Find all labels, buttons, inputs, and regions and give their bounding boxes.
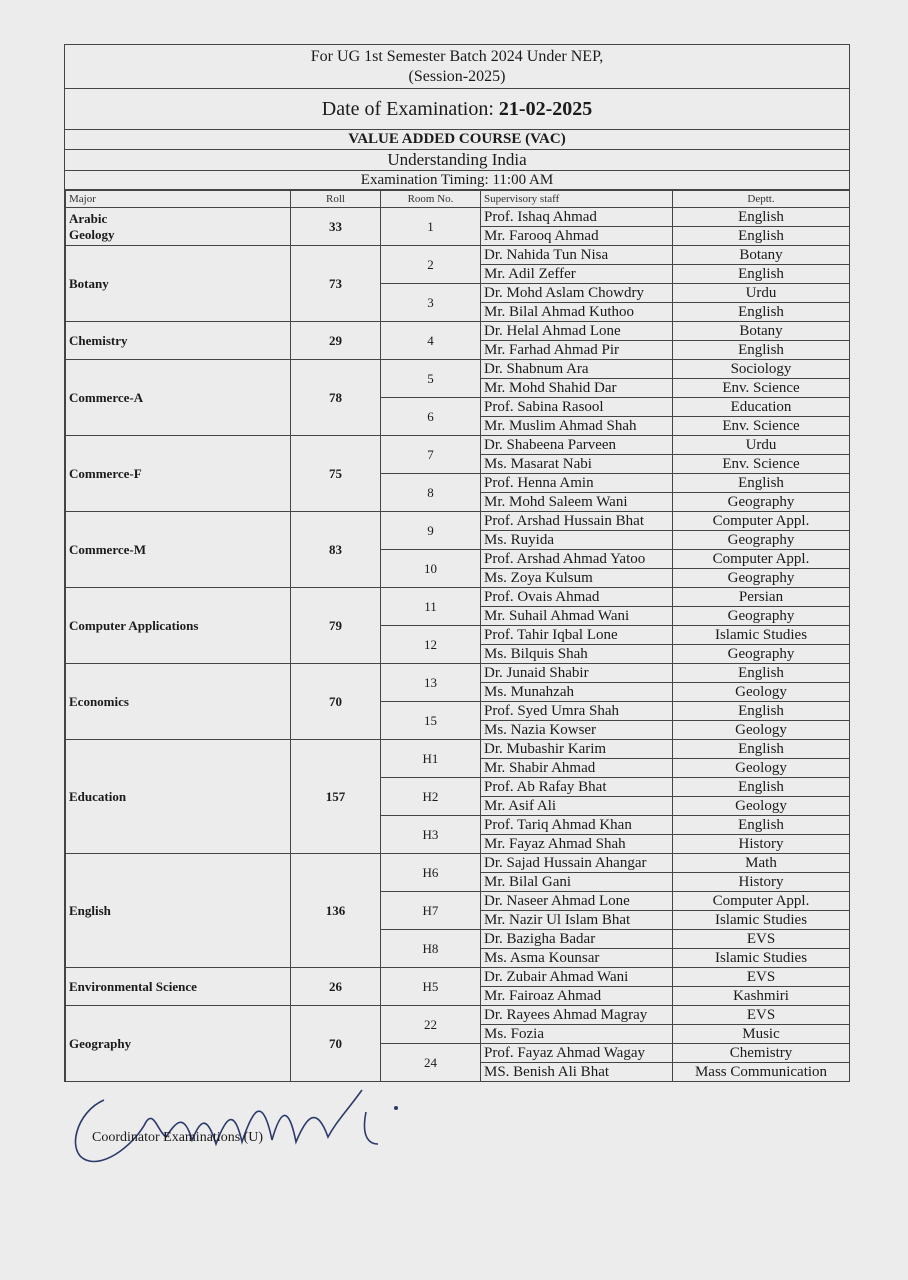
room-cell: 1 <box>381 208 481 246</box>
table-row <box>66 322 850 341</box>
major-cell: Commerce-F <box>66 436 291 512</box>
staff-name-cell: Mr. Bilal Ahmad Kuthoo <box>481 303 673 322</box>
dept-cell: Chemistry <box>673 1044 850 1063</box>
room-cell: H2 <box>381 778 481 816</box>
staff-name-cell: Ms. Nazia Kowser <box>481 721 673 740</box>
dept-cell: Computer Appl. <box>673 550 850 569</box>
dept-cell: EVS <box>673 1006 850 1025</box>
major-cell: Chemistry <box>66 322 291 360</box>
dept-cell: Geology <box>673 797 850 816</box>
exam-date <box>65 89 849 130</box>
staff-name-cell: Ms. Bilquis Shah <box>481 645 673 664</box>
room-cell: 5 <box>381 360 481 398</box>
room-cell: 3 <box>381 284 481 322</box>
dept-cell: Islamic Studies <box>673 626 850 645</box>
dept-cell: English <box>673 778 850 797</box>
col-room: Room No. <box>381 191 481 208</box>
room-cell: 2 <box>381 246 481 284</box>
staff-name-cell: Dr. Sajad Hussain Ahangar <box>481 854 673 873</box>
staff-name-cell: Prof. Henna Amin <box>481 474 673 493</box>
col-dept: Deptt. <box>673 191 850 208</box>
table-row <box>66 512 850 531</box>
course-title: VALUE ADDED COURSE (VAC) <box>65 130 849 150</box>
dept-cell: Computer Appl. <box>673 892 850 911</box>
room-cell: 4 <box>381 322 481 360</box>
table-row <box>66 436 850 455</box>
allocation-table <box>65 190 850 1082</box>
room-cell: 24 <box>381 1044 481 1082</box>
roll-cell: 73 <box>291 246 381 322</box>
roll-cell: 75 <box>291 436 381 512</box>
staff-name-cell: Dr. Mohd Aslam Chowdry <box>481 284 673 303</box>
staff-name-cell: Prof. Ovais Ahmad <box>481 588 673 607</box>
dept-cell: Geography <box>673 493 850 512</box>
batch-line: For UG 1st Semester Batch 2024 Under NEP, <box>310 48 604 65</box>
dept-cell: Islamic Studies <box>673 911 850 930</box>
room-cell: 22 <box>381 1006 481 1044</box>
room-cell: H8 <box>381 930 481 968</box>
exam-sheet <box>64 44 850 1082</box>
staff-name-cell: Ms. Masarat Nabi <box>481 455 673 474</box>
staff-name-cell: Dr. Naseer Ahmad Lone <box>481 892 673 911</box>
roll-cell: 70 <box>291 664 381 740</box>
room-cell: 9 <box>381 512 481 550</box>
dept-cell: Botany <box>673 322 850 341</box>
staff-name-cell: Dr. Mubashir Karim <box>481 740 673 759</box>
room-cell: 6 <box>381 398 481 436</box>
dept-cell: Geology <box>673 721 850 740</box>
dept-cell: Geography <box>673 569 850 588</box>
batch-header <box>65 45 849 89</box>
table-row <box>66 360 850 379</box>
dept-cell: Mass Communication <box>673 1063 850 1082</box>
dept-cell: Kashmiri <box>673 987 850 1006</box>
staff-name-cell: Prof. Tahir Iqbal Lone <box>481 626 673 645</box>
staff-name-cell: Ms. Fozia <box>481 1025 673 1044</box>
staff-name-cell: Mr. Fairoaz Ahmad <box>481 987 673 1006</box>
dept-cell: Sociology <box>673 360 850 379</box>
table-row <box>66 1006 850 1025</box>
dept-cell: English <box>673 816 850 835</box>
staff-name-cell: Prof. Ab Rafay Bhat <box>481 778 673 797</box>
staff-name-cell: Mr. Mohd Saleem Wani <box>481 493 673 512</box>
staff-name-cell: Prof. Ishaq Ahmad <box>481 208 673 227</box>
dept-cell: Music <box>673 1025 850 1044</box>
staff-name-cell: Prof. Sabina Rasool <box>481 398 673 417</box>
dept-cell: Geology <box>673 683 850 702</box>
exam-date-value: 21-02-2025 <box>498 98 593 120</box>
roll-cell: 136 <box>291 854 381 968</box>
staff-name-cell: Mr. Muslim Ahmad Shah <box>481 417 673 436</box>
dept-cell: Geography <box>673 645 850 664</box>
dept-cell: Botany <box>673 246 850 265</box>
signatory-label: Coordinator Examinations (U) <box>92 1130 264 1145</box>
session-line: (Session-2025) <box>408 68 506 85</box>
room-cell: 11 <box>381 588 481 626</box>
staff-name-cell: Ms. Munahzah <box>481 683 673 702</box>
staff-name-cell: Mr. Mohd Shahid Dar <box>481 379 673 398</box>
room-cell: 12 <box>381 626 481 664</box>
staff-name-cell: Prof. Arshad Ahmad Yatoo <box>481 550 673 569</box>
exam-timing: Examination Timing: 11:00 AM <box>65 171 849 190</box>
major-cell: Commerce-M <box>66 512 291 588</box>
staff-name-cell: Dr. Shabeena Parveen <box>481 436 673 455</box>
dept-cell: English <box>673 474 850 493</box>
room-cell: H6 <box>381 854 481 892</box>
exam-date-label: Date of Examination: <box>321 98 499 120</box>
staff-name-cell: Mr. Shabir Ahmad <box>481 759 673 778</box>
dept-cell: EVS <box>673 968 850 987</box>
room-cell: H3 <box>381 816 481 854</box>
room-cell: 7 <box>381 436 481 474</box>
staff-name-cell: Dr. Helal Ahmad Lone <box>481 322 673 341</box>
roll-cell: 79 <box>291 588 381 664</box>
staff-name-cell: Dr. Junaid Shabir <box>481 664 673 683</box>
col-major: Major <box>66 191 291 208</box>
roll-cell: 78 <box>291 360 381 436</box>
dept-cell: English <box>673 341 850 360</box>
dept-cell: Geography <box>673 607 850 626</box>
dept-cell: English <box>673 227 850 246</box>
staff-name-cell: Ms. Asma Kounsar <box>481 949 673 968</box>
staff-name-cell: Mr. Farooq Ahmad <box>481 227 673 246</box>
dept-cell: Math <box>673 854 850 873</box>
dept-cell: Computer Appl. <box>673 512 850 531</box>
staff-name-cell: Dr. Bazigha Badar <box>481 930 673 949</box>
table-row <box>66 208 850 227</box>
dept-cell: Education <box>673 398 850 417</box>
major-cell: Economics <box>66 664 291 740</box>
table-row <box>66 588 850 607</box>
staff-name-cell: Dr. Rayees Ahmad Magray <box>481 1006 673 1025</box>
staff-name-cell: MS. Benish Ali Bhat <box>481 1063 673 1082</box>
major-cell: Geography <box>66 1006 291 1082</box>
staff-name-cell: Mr. Nazir Ul Islam Bhat <box>481 911 673 930</box>
staff-name-cell: Dr. Shabnum Ara <box>481 360 673 379</box>
dept-cell: English <box>673 265 850 284</box>
staff-name-cell: Mr. Adil Zeffer <box>481 265 673 284</box>
room-cell: H5 <box>381 968 481 1006</box>
room-cell: H7 <box>381 892 481 930</box>
roll-cell: 33 <box>291 208 381 246</box>
dept-cell: History <box>673 835 850 854</box>
room-cell: 15 <box>381 702 481 740</box>
room-cell: 10 <box>381 550 481 588</box>
dept-cell: English <box>673 740 850 759</box>
staff-name-cell: Mr. Asif Ali <box>481 797 673 816</box>
dept-cell: English <box>673 702 850 721</box>
table-row <box>66 246 850 265</box>
col-roll: Roll <box>291 191 381 208</box>
roll-cell: 157 <box>291 740 381 854</box>
staff-name-cell: Prof. Syed Umra Shah <box>481 702 673 721</box>
room-cell: 13 <box>381 664 481 702</box>
major-cell: Computer Applications <box>66 588 291 664</box>
col-staff: Supervisory staff <box>481 191 673 208</box>
major-cell: Botany <box>66 246 291 322</box>
roll-cell: 83 <box>291 512 381 588</box>
dept-cell: Env. Science <box>673 379 850 398</box>
dept-cell: Persian <box>673 588 850 607</box>
staff-name-cell: Prof. Fayaz Ahmad Wagay <box>481 1044 673 1063</box>
dept-cell: History <box>673 873 850 892</box>
dept-cell: Env. Science <box>673 417 850 436</box>
staff-name-cell: Mr. Suhail Ahmad Wani <box>481 607 673 626</box>
dept-cell: Urdu <box>673 436 850 455</box>
dept-cell: Urdu <box>673 284 850 303</box>
staff-name-cell: Prof. Tariq Ahmad Khan <box>481 816 673 835</box>
staff-name-cell: Dr. Nahida Tun Nisa <box>481 246 673 265</box>
dept-cell: English <box>673 208 850 227</box>
roll-cell: 29 <box>291 322 381 360</box>
room-cell: 8 <box>381 474 481 512</box>
dept-cell: Env. Science <box>673 455 850 474</box>
staff-name-cell: Prof. Arshad Hussain Bhat <box>481 512 673 531</box>
table-row <box>66 968 850 987</box>
major-cell: Environmental Science <box>66 968 291 1006</box>
dept-cell: EVS <box>673 930 850 949</box>
staff-name-cell: Mr. Bilal Gani <box>481 873 673 892</box>
room-cell: H1 <box>381 740 481 778</box>
dept-cell: English <box>673 303 850 322</box>
major-cell: Arabic Geology <box>66 208 291 246</box>
staff-name-cell: Mr. Fayaz Ahmad Shah <box>481 835 673 854</box>
table-row <box>66 740 850 759</box>
staff-name-cell: Dr. Zubair Ahmad Wani <box>481 968 673 987</box>
table-row <box>66 854 850 873</box>
major-cell: English <box>66 854 291 968</box>
major-cell: Commerce-A <box>66 360 291 436</box>
table-row <box>66 664 850 683</box>
staff-name-cell: Ms. Zoya Kulsum <box>481 569 673 588</box>
dept-cell: Islamic Studies <box>673 949 850 968</box>
dept-cell: English <box>673 664 850 683</box>
signature-scribble <box>66 1082 406 1172</box>
staff-name-cell: Ms. Ruyida <box>481 531 673 550</box>
dept-cell: Geology <box>673 759 850 778</box>
table-body <box>66 208 850 1082</box>
roll-cell: 70 <box>291 1006 381 1082</box>
subject-title: Understanding India <box>65 150 849 171</box>
roll-cell: 26 <box>291 968 381 1006</box>
table-header-row <box>66 191 850 208</box>
staff-name-cell: Mr. Farhad Ahmad Pir <box>481 341 673 360</box>
dept-cell: Geography <box>673 531 850 550</box>
major-cell: Education <box>66 740 291 854</box>
